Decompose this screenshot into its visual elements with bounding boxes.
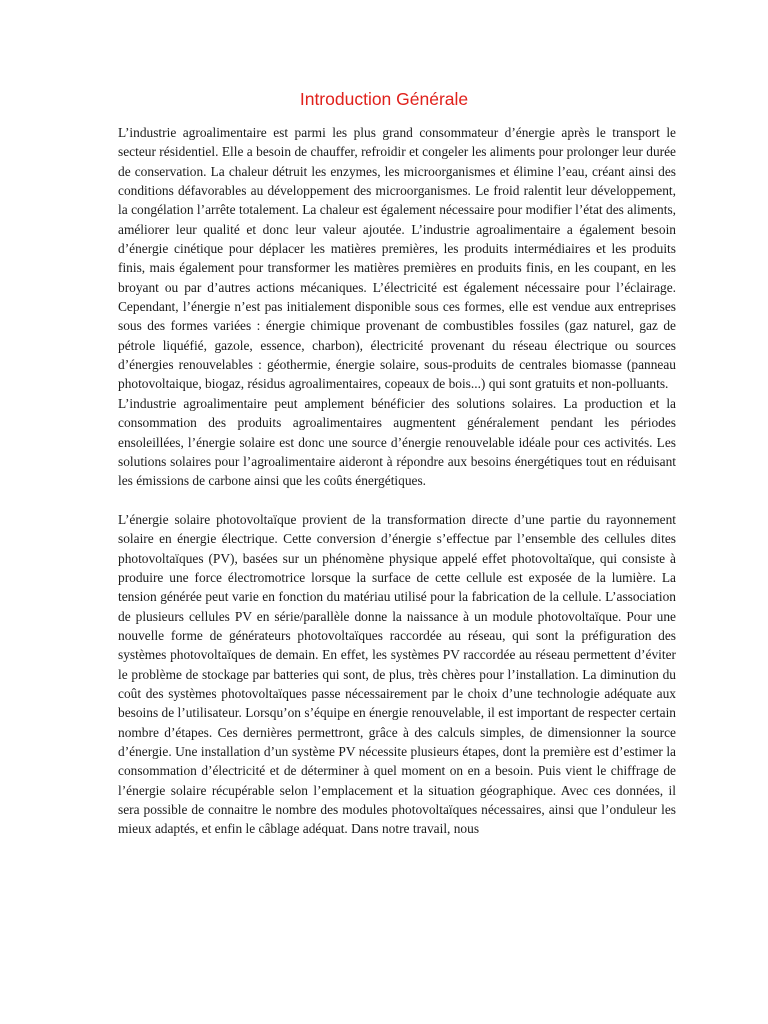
paragraph-3: L’énergie solaire photovoltaïque provient de la transformation directe d’une partie du rayonnement solaire en énergie électrique. Cette conversion d’énergie s’effectue par l’ensemble des cellules dites photovoltaïques (PV), basées sur un phénomène physique appelé effet photovoltaïque, qui consiste à produire une force électromotrice lorsque la surface de cette cellule est exposée de la lumière. La tension générée peut varie en fonction du matériau utilisé pour la fabrication de la cellule. L’association de plusieurs cellules PV en série/parallèle donne la naissance à un module photovoltaïque. Pour une nouvelle forme de générateurs photovoltaïques raccordée au réseau, qui sont la préfiguration des systèmes photovoltaïques de demain. En effet, les systèmes PV raccordée au réseau permettent d’éviter le problème de stockage par batteries qui sont, de plus, très chères pour l’installation. La diminution du coût des systèmes photovoltaïques passe nécessairement par le choix d’une technologie adéquate aux besoins de l’utilisateur. Lorsqu’on s’équipe en énergie renouvelable, il est important de respecter certain nombre d’étapes. Ces dernières permettront, grâce à des calculs simples, de dimensionner la source d’énergie. Une installation d’un système PV nécessite plusieurs étapes, dont la première est d’estimer la consommation d’électricité et de déterminer à quel moment on en a besoin. Puis vient le chiffrage de l’énergie solaire récupérable selon l’emplacement et la situation géographique. Avec ces données, il sera possible de connaitre le nombre des modules photovoltaïques nécessaires, ainsi que l’onduleur les mieux adaptés, et enfin le câblage adéquat. Dans notre travail, nous xyxy=(118,511,676,837)
document-body xyxy=(118,123,676,839)
page-title: Introduction Générale xyxy=(299,89,469,109)
paragraph-2: L’industrie agroalimentaire peut amplement bénéficier des solutions solaires. La production et la consommation des produits agroalimentaires augmentent généralement pendant les périodes ensoleillées, l’énergie solaire est donc une source d’énergie renouvelable idéale pour ces activités. Les solutions solaires pour l’agroalimentaire aideront à répondre aux besoins énergétiques tout en réduisant les émissions de carbone ainsi que les coûts énergétiques. xyxy=(118,395,676,489)
paragraph-1: L’industrie agroalimentaire est parmi les plus grand consommateur d’énergie après le transport le secteur résidentiel. Elle a besoin de chauffer, refroidir et congeler les aliments pour prolonger leur durée de conservation. La chaleur détruit les enzymes, les microorganismes et élimine l’eau, créant ainsi des conditions défavorables au développement des microorganismes. Le froid ralentit leur développement, la congélation l’arrête totalement. La chaleur est également nécessaire pour modifier l’état des aliments, améliorer leur qualité et donc leur valeur ajoutée. L’industrie agroalimentaire a également besoin d’énergie cinétique pour déplacer les matières premières, les produits intermédiaires et les produits finis, mais également pour transformer les matières premières en produits finis, en les coupant, en les broyant ou par d’autres actions mécaniques. L’électricité est également nécessaire pour l’éclairage. Cependant, l’énergie n’est pas initialement disponible sous ces formes, elle est vendue aux entreprises sous des formes variées : énergie chimique provenant de combustibles fossiles (gaz naturel, gaz de pétrole liquéfié, gazole, essence, charbon), électricité provenant du réseau électrique ou sources d’énergies renouvelables : géothermie, énergie solaire, sous-produits de centrales biomasse (panneau photovoltaique, biogaz, résidus agroalimentaires, copeaux de bois...) qui sont gratuits et non-polluants. xyxy=(118,125,676,392)
